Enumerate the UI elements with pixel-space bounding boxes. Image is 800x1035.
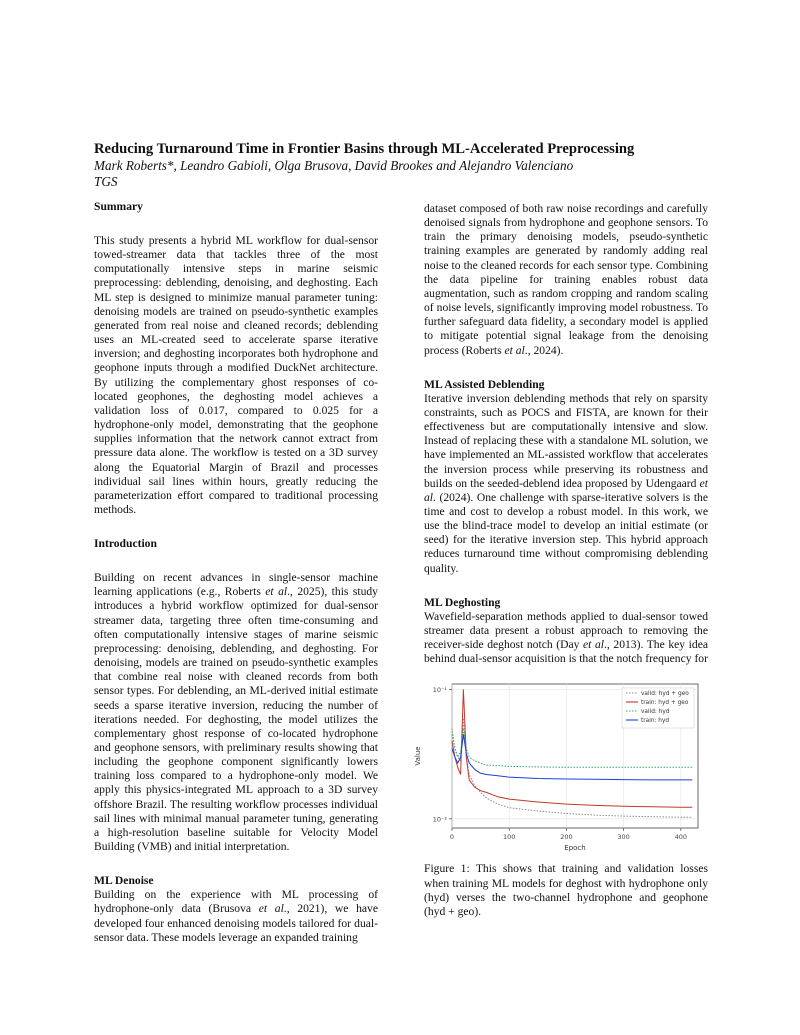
y-tick-label: 10⁻¹ bbox=[432, 686, 447, 695]
paper-authors: Mark Roberts*, Leandro Gabioli, Olga Brusova, David Brookes and Alejandro Valenciano bbox=[94, 158, 574, 173]
ml-denoise-heading: ML Denoise bbox=[94, 874, 154, 888]
ml-denoise-text-continued: dataset composed of both raw noise recordings and carefully denoised signals from hydrophone and geophone sensors. To train the primary denoising models, pseudo-synthetic training examples are generated by randomly adding real noise to the cleaned records for each sensor type. Combining the data pipeline for training enables robust data augmentation, such as random cropping and random scaling of noise levels, significantly improving model robustness. To further safeguard data fidelity, a secondary model is applied to mitigate potential signal leakage from the denoising process (Roberts et al., 2024). bbox=[424, 202, 708, 357]
loss-chart-figure bbox=[408, 676, 710, 854]
loss-chart bbox=[408, 676, 710, 854]
introduction-heading: Introduction bbox=[94, 537, 157, 551]
paper-title: Reducing Turnaround Time in Frontier Basins through ML-Accelerated Preprocessing bbox=[94, 141, 635, 157]
ml-deghosting-heading: ML Deghosting bbox=[424, 595, 501, 609]
introduction-text: Building on recent advances in single-sensor machine learning applications (e.g., Roberts et al., 2025), this study introduces a hybrid workflow optimized for dual-sensor streamer data, targeting three often time-consuming and often computationally intensive stages of marine seismic preprocessing: denoising, deblending, and deghosting. For denoising, models are trained on pseudo-synthetic examples that combine real noise with cleaned records from both sensor types. For deblending, an ML-derived initial estimate seeds a sparse iterative inversion, reducing the number of iterations needed. For deghosting, the model utilizes the complementary ghost response of co-located hydrophone and geophone sensors, with preliminary results showing that including the geophone component significantly lowers training loss compared to a hydrophone-only model. We apply this physics-integrated ML approach to a 3D survey offshore Brazil. The resulting workflow processes individual sail lines with minimal manual parameter tuning, generating a high-resolution baseline suitable for Velocity Model Building (VMB) and initial interpretation. bbox=[94, 571, 378, 854]
ml-deghosting-text: Wavefield-separation methods applied to dual-sensor towed streamer data present a robust approach to removing the receiver-side deghost notch (Day et al., 2013). The key idea behind dual-sensor acquisition is that the notch frequency for bbox=[424, 609, 708, 666]
x-tick-label: 400 bbox=[674, 833, 688, 842]
legend-label: valid: hyd + geo bbox=[641, 691, 689, 698]
y-tick-label: 10⁻² bbox=[432, 815, 447, 824]
x-tick-label: 100 bbox=[502, 833, 516, 842]
ml-denoise-text: Building on the experience with ML processing of hydrophone-only data (Brusova et al., 2021), we have developed four enhanced denoising models tailored for dual-sensor data. These models leverage an expanded training bbox=[94, 888, 378, 944]
figure-caption: Figure 1: This shows that training and validation losses when training ML models for deghost with hydrophone only (hyd) verses the two-channel hydrophone and geophone (hyd + geo). bbox=[424, 862, 708, 918]
paper-affiliation: TGS bbox=[94, 174, 118, 189]
right-column bbox=[414, 200, 708, 931]
x-axis-label: Epoch bbox=[564, 844, 586, 853]
legend-label: valid: hyd bbox=[641, 709, 670, 716]
summary-heading: Summary bbox=[94, 200, 143, 213]
summary-text: This study presents a hybrid ML workflow for dual-sensor towed-streamer data that tackles three of the most computationally intensive steps in marine seismic preprocessing: deblending, denoising, and deghosting. Each ML step is designed to minimize manual parameter tuning: denoising models are trained on pseudo-synthetic examples generated from real noise and cleaned records; deblending uses an ML-created seed to accelerate sparse iterative inversion; and deghosting incorporates both hydrophone and geophone inputs through a modified DuckNet architecture. By utilizing the complementary ghost responses of co-located geophones, the deghosting model achieves a validation loss of 0.017, compared to 0.025 for a hydrophone-only model, demonstrating that the geophone supplies information that the network cannot extract from pressure data alone. The workflow is tested on a 3D survey along the Equatorial Margin of Brazil and processes individual sail lines within hours, greatly reducing the parameterization effort compared to traditional processing methods. bbox=[94, 234, 378, 516]
x-tick-label: 300 bbox=[617, 833, 630, 842]
ml-deblending-text: Iterative inversion deblending methods that rely on sparsity constraints, such as POCS and FISTA, are known for their effectiveness but are computationally intensive and slow. Instead of replacing these with a standalone ML solution, we have implemented an ML-assisted workflow that accelerates the inversion process while preserving its robustness and builds on the seeded-deblend idea proposed by Udengaard et al. (2024). One challenge with sparse-iterative solvers is the time and cost to develop a robust model. In this work, we use the blind-trace model to develop an initial estimate (or seed) for the iterative inversion step. This hybrid approach reduces turnaround time without compromising deblending quality. bbox=[424, 391, 708, 575]
left-column bbox=[94, 200, 378, 945]
legend-label: train: hyd + geo bbox=[641, 700, 689, 707]
legend-label: train: hyd bbox=[641, 718, 670, 725]
y-axis-label: Value bbox=[414, 746, 422, 766]
ml-deblending-heading: ML Assisted Deblending bbox=[424, 377, 545, 391]
x-tick-label: 200 bbox=[560, 833, 573, 842]
x-tick-label: 0 bbox=[449, 833, 455, 842]
